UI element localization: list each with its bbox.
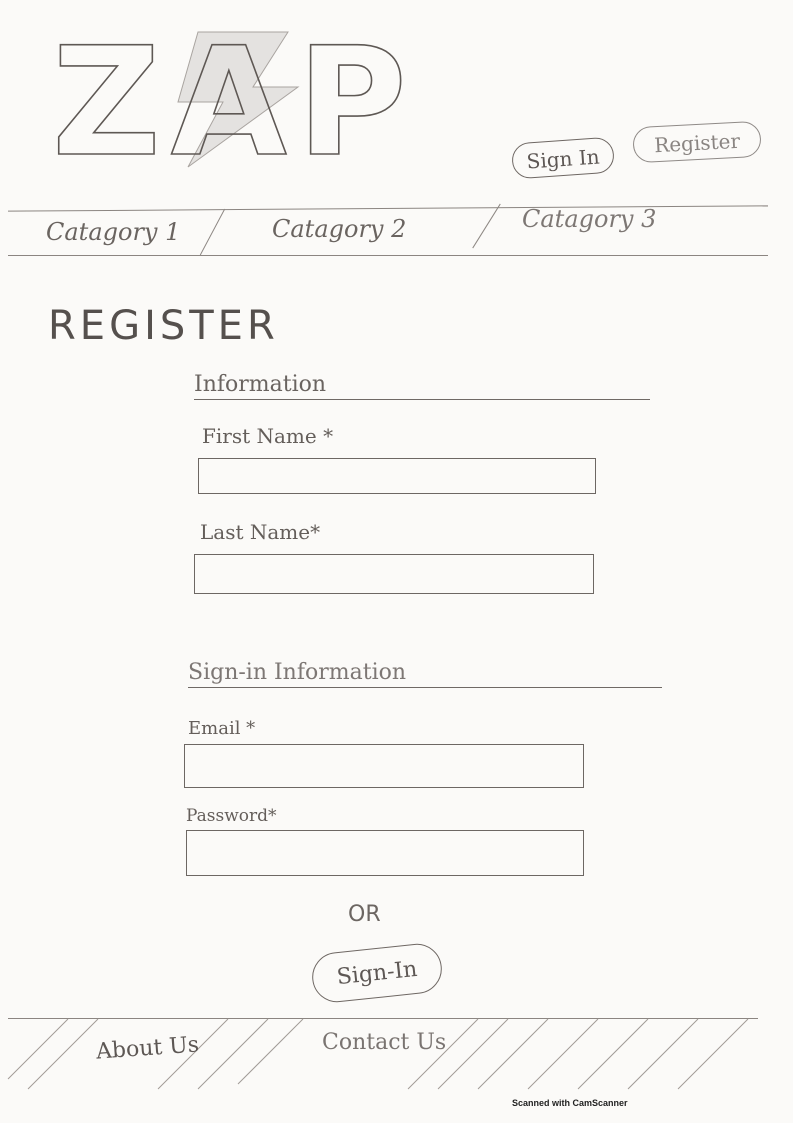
nav-item-category-2[interactable]: Catagory 2	[272, 215, 407, 243]
first-name-label: First Name *	[202, 424, 334, 448]
email-input[interactable]	[184, 744, 584, 788]
last-name-input[interactable]	[194, 554, 594, 594]
password-label: Password*	[186, 806, 277, 826]
nav-item-category-1[interactable]: Catagory 1	[46, 218, 181, 246]
email-label: Email *	[188, 718, 256, 739]
footer-about-us-link[interactable]: About Us	[95, 1032, 200, 1065]
nav-divider	[200, 209, 225, 255]
footer-contact-us-link[interactable]: Contact Us	[322, 1030, 447, 1055]
nav-bottom-border	[8, 255, 768, 256]
zap-logo-graphic	[48, 16, 417, 190]
password-input[interactable]	[186, 830, 584, 876]
nav-item-category-3[interactable]: Catagory 3	[522, 205, 657, 233]
scanner-watermark: Scanned with CamScanner	[512, 1098, 628, 1108]
page-title: REGISTER	[48, 302, 279, 349]
last-name-label: Last Name*	[200, 520, 321, 544]
logo-text: ZAP	[52, 16, 417, 190]
first-name-input[interactable]	[198, 458, 596, 494]
nav-divider	[472, 204, 500, 249]
header-signin-button[interactable]: Sign In	[511, 136, 615, 179]
information-section-heading: Information	[194, 372, 650, 400]
signin-button[interactable]: Sign-In	[310, 941, 445, 1004]
header-register-button[interactable]: Register	[632, 121, 762, 164]
or-divider-text: OR	[348, 902, 381, 927]
zap-logo[interactable]	[48, 16, 417, 190]
signin-information-section-heading: Sign-in Information	[188, 660, 662, 688]
